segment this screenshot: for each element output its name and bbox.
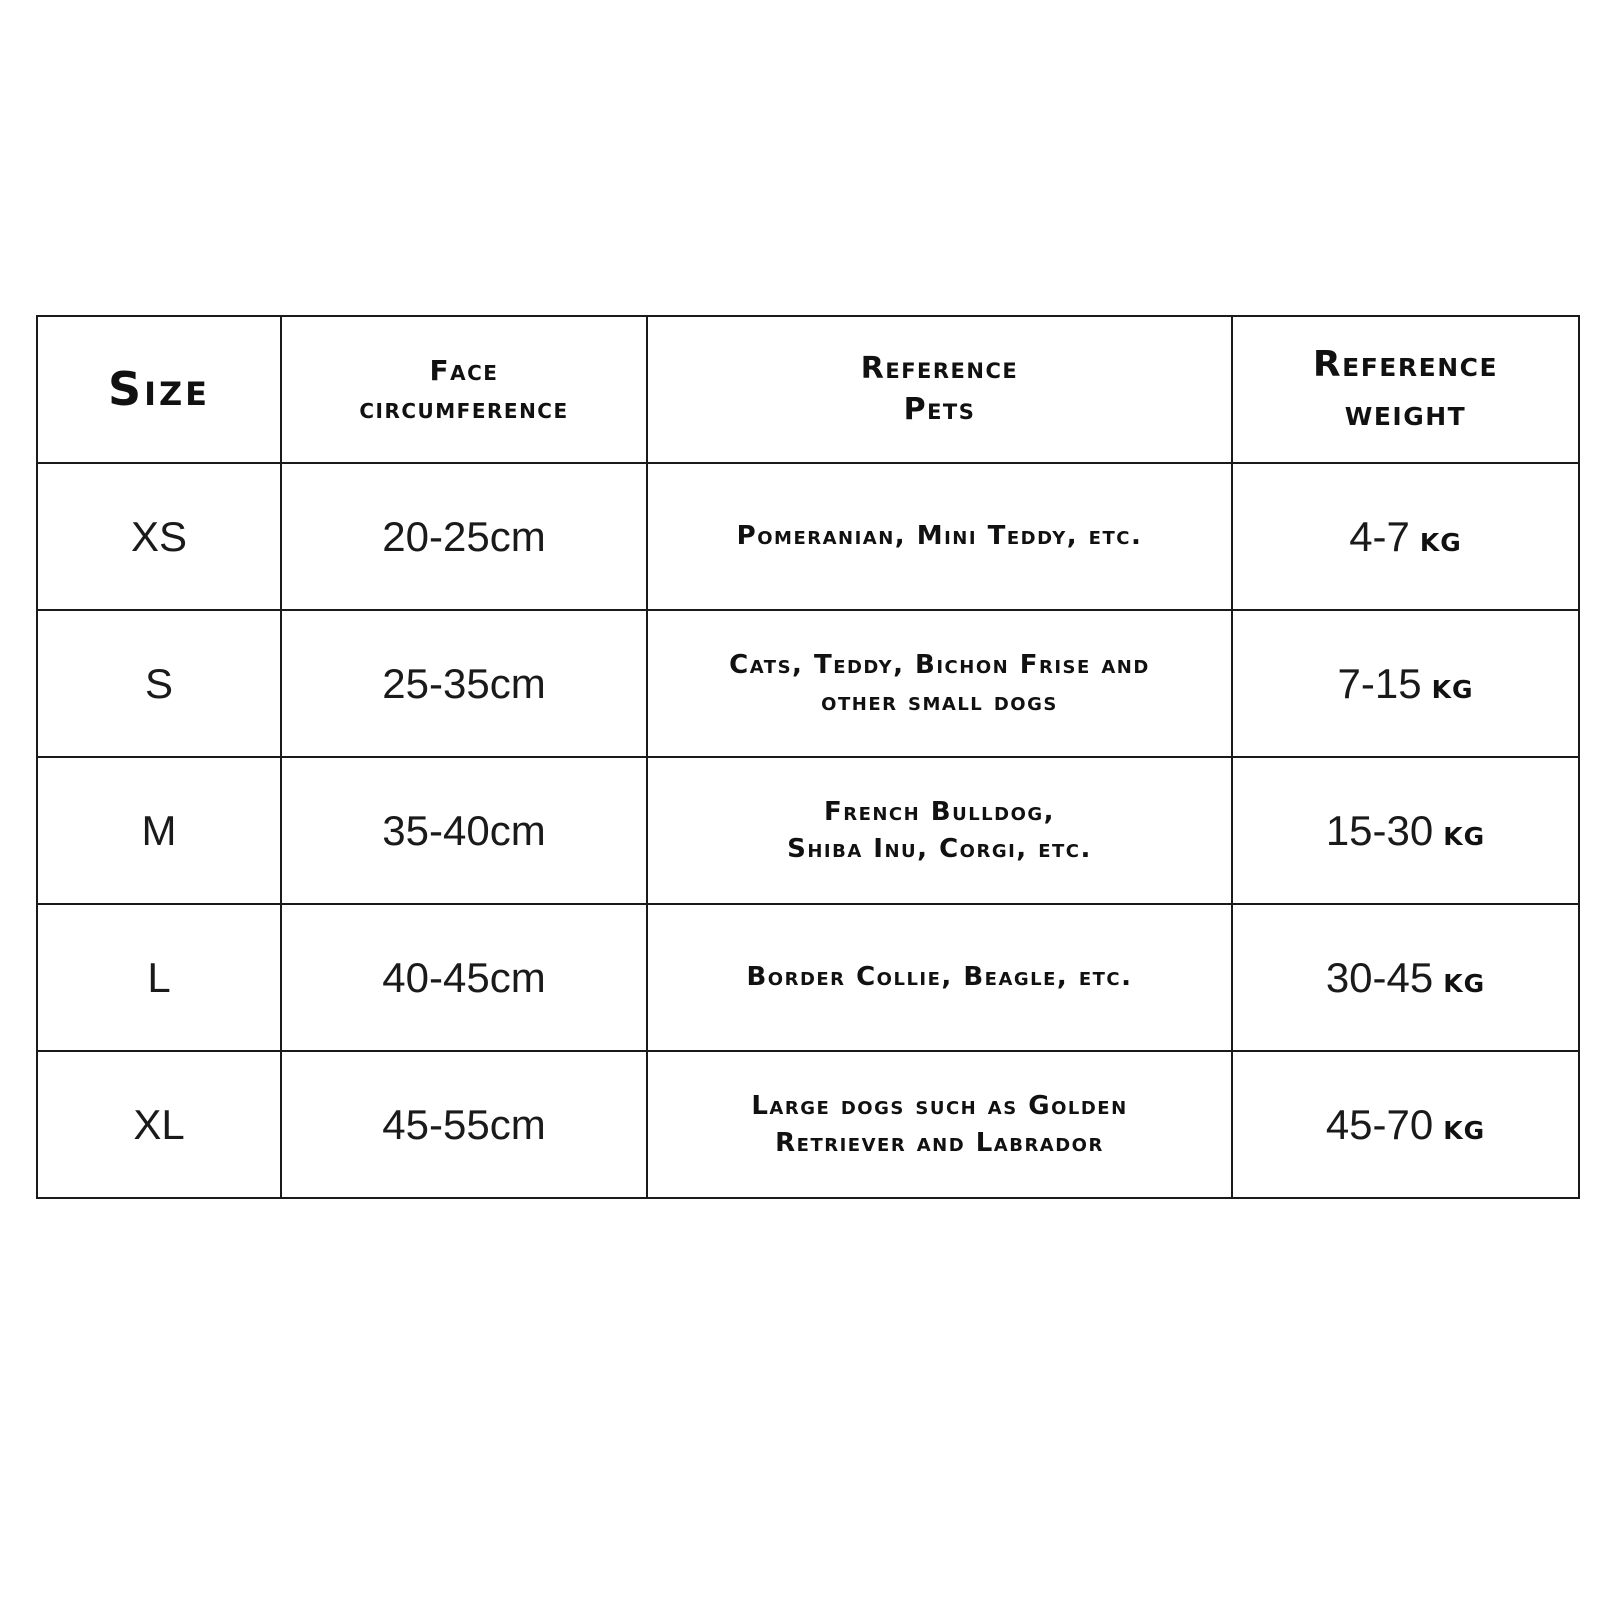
pets-cell [647,1051,1232,1198]
face-value: 25-35cm [382,659,546,707]
pets-cell [647,904,1232,1051]
size-cell [37,904,281,1051]
table-row [37,463,1579,610]
weight-unit: kg [1443,1106,1486,1148]
pets-line2: other small dogs [821,686,1058,717]
size-value: XL [133,1100,185,1148]
size-cell [37,610,281,757]
size-value: S [144,659,173,707]
face-cell [281,904,647,1051]
table-row [37,610,1579,757]
face-value: 40-45cm [382,953,546,1001]
weight-cell [1232,463,1579,610]
face-cell [281,757,647,904]
weight-unit: kg [1431,665,1474,707]
pets-line1: Cats, Teddy, Bichon Frise and [729,650,1150,681]
size-value: M [141,806,177,854]
size-value: XS [130,512,188,560]
weight-value: 4-7 [1349,512,1410,560]
pets-cell [647,757,1232,904]
weight-value: 45-70 [1325,1100,1434,1148]
weight-cell [1232,1051,1579,1198]
size-cell [37,1051,281,1198]
table-row [37,904,1579,1051]
header-weight-line2: weight [1344,392,1467,434]
table-row [37,757,1579,904]
size-cell [37,757,281,904]
face-value: 45-55cm [382,1100,546,1148]
header-pets-line1: Reference [860,351,1019,386]
header-weight-line1: Reference [1312,343,1499,385]
header-pets-cell [647,316,1232,463]
face-cell [281,463,647,610]
weight-cell [1232,904,1579,1051]
face-cell [281,1051,647,1198]
weight-unit: kg [1443,812,1486,854]
header-face-line2: circumference [359,391,569,425]
header-face-line1: Face [429,353,499,387]
size-cell [37,463,281,610]
weight-value: 7-15 [1337,659,1422,707]
pets-cell [647,610,1232,757]
header-pets-line2: Pets [903,391,976,427]
header-face-cell [281,316,647,463]
size-value: L [147,953,171,1001]
weight-value: 30-45 [1325,953,1434,1001]
pets-line2: Shiba Inu, Corgi, etc. [787,833,1092,864]
pets-line1: Border Collie, Beagle, etc. [746,962,1133,993]
header-row [37,316,1579,463]
pets-line2: Retriever and Labrador [775,1127,1104,1158]
weight-value: 15-30 [1325,806,1434,854]
weight-unit: kg [1419,518,1462,560]
pets-line1: Pomeranian, Mini Teddy, etc. [736,521,1143,552]
pets-line1: Large dogs such as Golden [751,1091,1128,1122]
header-size-cell [37,316,281,463]
header-weight-cell [1232,316,1579,463]
pets-cell [647,463,1232,610]
weight-cell [1232,610,1579,757]
weight-unit: kg [1443,959,1486,1001]
pets-line1: French Bulldog, [823,797,1056,828]
face-value: 20-25cm [382,512,546,560]
face-cell [281,610,647,757]
size-chart-table [36,315,1580,1199]
weight-cell [1232,757,1579,904]
table-row [37,1051,1579,1198]
face-value: 35-40cm [382,806,546,854]
header-size: Size [107,362,211,417]
